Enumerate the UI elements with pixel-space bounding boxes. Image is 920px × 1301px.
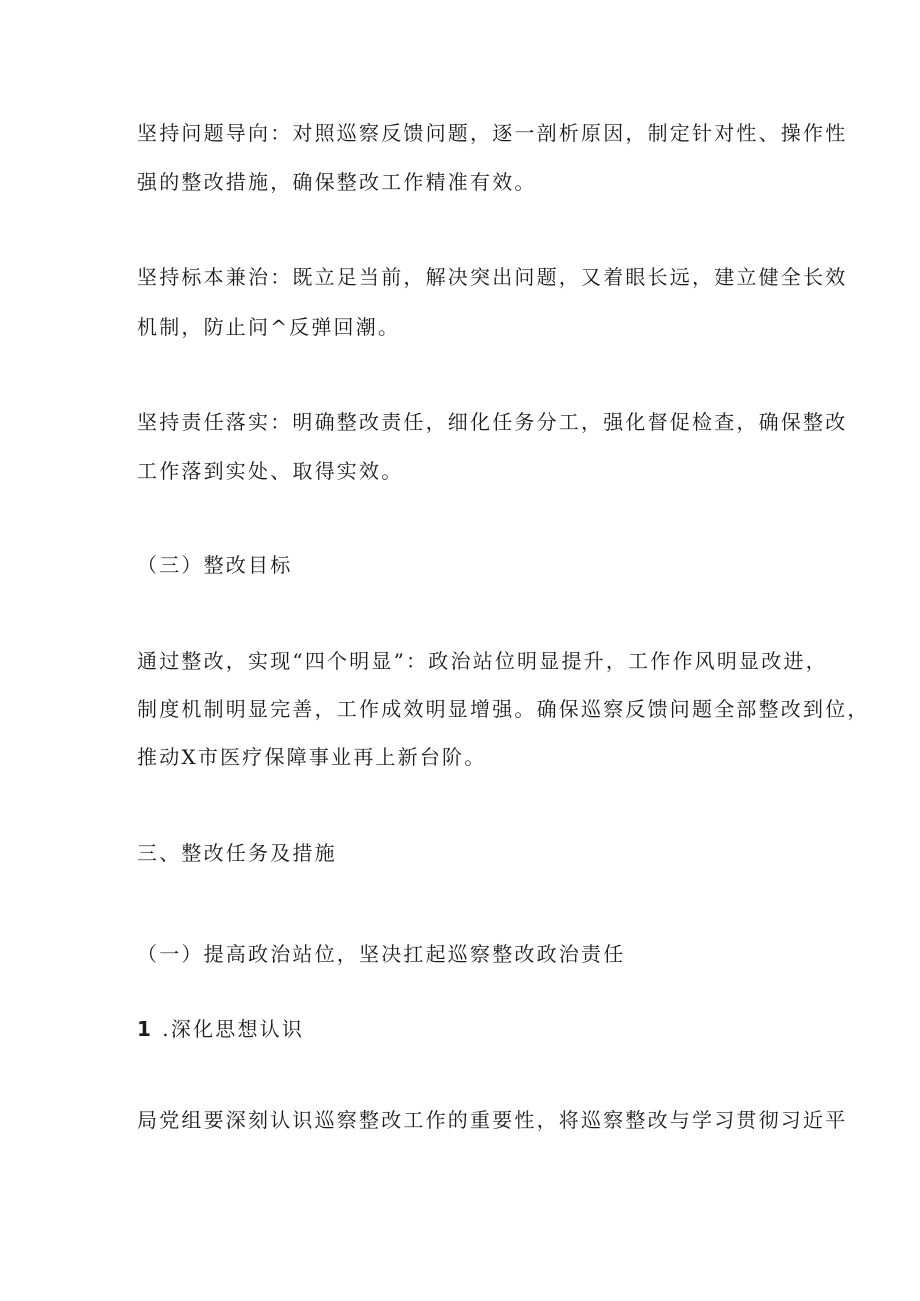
para-goals-line-1: 通过整改，实现“四个明显”：政治站位明显提升，工作作风明显改进， (137, 649, 828, 673)
para-problem-oriented-line-2: 强的整改措施，确保整改工作精准有效。 (137, 170, 537, 194)
heading-section-three: 三、整改任务及措施 (137, 841, 337, 865)
para-last-line-1: 局党组要深刻认识巡察整改工作的重要性，将巡察整改与学习贯彻习近平 (137, 1108, 848, 1132)
heading-goals: （三）整改目标 (137, 553, 293, 577)
para-goals-line-2: 制度机制明显完善，工作成效明显增强。确保巡察反馈问题全部整改到位， (137, 697, 870, 721)
heading-sub-one: （一）提高政治站位，坚决扛起巡察整改政治责任 (137, 942, 626, 966)
para-problem-oriented-line-1: 坚持问题导向：对照巡察反馈问题，逐一剖析原因，制定针对性、操作性 (137, 121, 848, 145)
para-responsibility-line-2: 工作落到实处、取得实效。 (137, 459, 404, 483)
item-one-number: 1 (137, 1017, 154, 1041)
para-responsibility-line-1: 坚持责任落实：明确整改责任，细化任务分工，强化督促检查，确保整改 (137, 410, 848, 434)
item-one-text: .深化思想认识 (162, 1017, 305, 1041)
item-one (137, 1015, 304, 1043)
para-root-and-branch-line-1: 坚持标本兼治：既立足当前，解决突出问题，又着眼长远，建立健全长效 (137, 265, 848, 289)
para-root-and-branch-line-2: 机制，防止问^反弹回潮。 (137, 315, 401, 339)
para-goals-line-3: 推动X市医疗保障事业再上新台阶。 (137, 745, 487, 769)
